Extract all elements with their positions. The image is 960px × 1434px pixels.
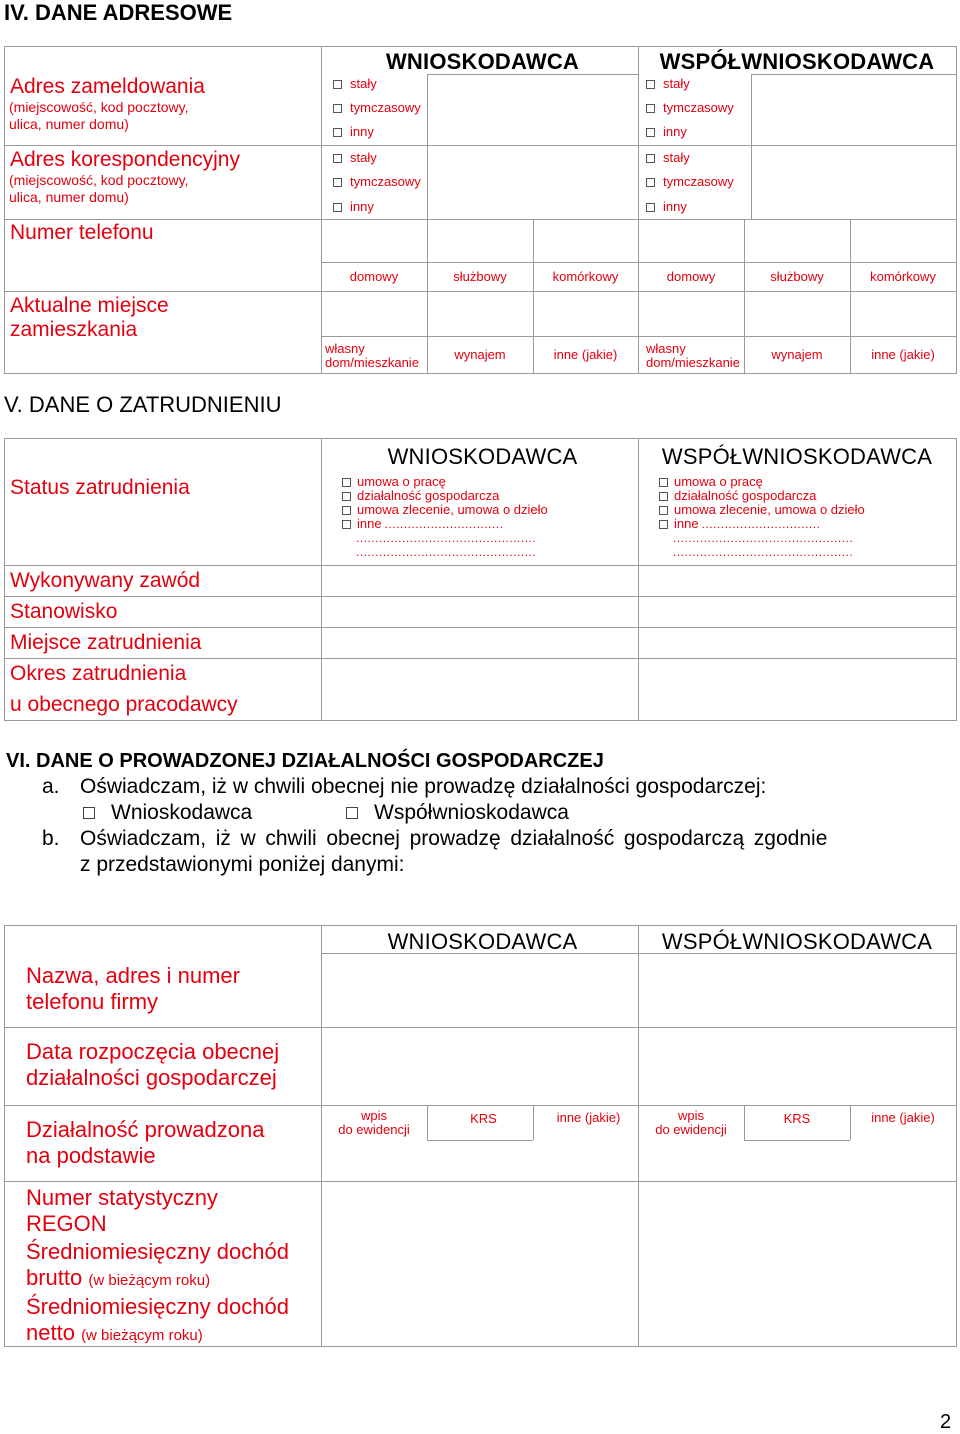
basis-applicant-registry-1: wpis (360, 1108, 387, 1123)
checkbox-icon[interactable] (646, 178, 655, 187)
correspondence-address-sub2: ulica, numer domu) (9, 189, 129, 205)
status-coapplicant-contract[interactable]: umowa zlecenie, umowa o dzieło (659, 503, 865, 517)
company-label-2: telefonu firmy (26, 989, 159, 1014)
section-iv-title: IV. DANE ADRESOWE (4, 0, 233, 25)
checkbox-icon[interactable] (342, 520, 351, 529)
gross-income-label-1: Średniomiesięczny dochód (26, 1239, 289, 1264)
phone-applicant-mobile: komórkowy (552, 269, 619, 284)
corr-coapplicant-opt-permanent[interactable]: stały (646, 151, 690, 165)
corr-coapplicant-opt-temporary[interactable]: tymczasowy (646, 175, 734, 189)
basis-applicant-registry-2: do ewidencji (338, 1122, 410, 1137)
basis-label-2: na podstawie (26, 1143, 156, 1168)
residence-applicant-rent: wynajem (454, 347, 506, 362)
corr-applicant-opt-permanent[interactable]: stały (333, 151, 377, 165)
business-col-applicant: WNIOSKODAWCA (387, 929, 578, 954)
checkbox-icon[interactable] (342, 506, 351, 515)
occupation-label: Wykonywany zawód (10, 569, 201, 592)
corr-coapplicant-opt-other[interactable]: inny (646, 200, 687, 214)
corr-applicant-opt-temporary[interactable]: tymczasowy (333, 175, 421, 189)
status-coapplicant-dots-2: ............................................... (673, 545, 854, 559)
start-date-label-1: Data rozpoczęcia obecnej (26, 1039, 280, 1064)
regon-label-1: Numer statystyczny (26, 1185, 218, 1210)
basis-applicant-krs: KRS (470, 1111, 497, 1126)
workplace-label: Miejsce zatrudnienia (10, 631, 202, 654)
business-col-coapplicant: WSPÓŁWNIOSKODAWCA (661, 929, 933, 954)
registered-address-sub1: (miejscowość, kod pocztowy, (9, 99, 189, 115)
status-applicant-other[interactable]: inne ............................... (342, 517, 548, 531)
reg-coapplicant-opt-other[interactable]: inny (646, 125, 687, 139)
residence-coapplicant-own-2: dom/mieszkanie (646, 355, 740, 370)
net-income-label-1: Średniomiesięczny dochód (26, 1294, 289, 1319)
basis-coapplicant-other: inne (jakie) (871, 1110, 935, 1125)
basis-coapplicant-registry-1: wpis (677, 1108, 704, 1123)
checkbox-icon[interactable] (659, 520, 668, 529)
checkbox-icon[interactable] (646, 203, 655, 212)
residence-coapplicant-own-1: własny (646, 341, 686, 356)
statement-a-option-coapplicant[interactable]: Współwnioskodawca (346, 800, 569, 826)
checkbox-icon[interactable] (333, 80, 342, 89)
statement-a-option-applicant[interactable]: Wnioskodawca (80, 800, 252, 826)
phone-coapplicant-mobile: komórkowy (870, 269, 936, 284)
residence-applicant-other: inne (jakie) (553, 347, 618, 362)
status-applicant-dots-2: ............................................... (356, 545, 537, 559)
start-date-label-2: działalności gospodarczej (26, 1065, 277, 1090)
reg-applicant-opt-other[interactable]: inny (333, 125, 374, 139)
statement-b-marker: b. (42, 827, 60, 850)
gross-income-label-2: brutto (w bieżącym roku) (26, 1265, 211, 1290)
basis-coapplicant-registry-2: do ewidencji (655, 1122, 727, 1137)
status-options-coapplicant (659, 475, 865, 559)
employment-col-applicant: WNIOSKODAWCA (387, 444, 578, 469)
checkbox-icon[interactable] (346, 807, 358, 819)
page-number: 2 (940, 1411, 952, 1433)
residence-label-line2: zamieszkania (10, 318, 138, 341)
checkbox-icon[interactable] (83, 807, 95, 819)
section-v-title: V. DANE O ZATRUDNIENIU (4, 392, 282, 417)
basis-label-1: Działalność prowadzona (26, 1117, 265, 1142)
checkbox-icon[interactable] (646, 80, 655, 89)
checkbox-icon[interactable] (333, 128, 342, 137)
correspondence-address-label: Adres korespondencyjny (10, 148, 240, 171)
basis-coapplicant-krs: KRS (783, 1111, 811, 1126)
statement-b-text-2: z przedstawionymi poniżej danymi: (80, 853, 405, 876)
net-income-note: (w bieżącym roku) (81, 1327, 203, 1344)
status-applicant-business[interactable]: działalność gospodarcza (342, 489, 548, 503)
checkbox-icon[interactable] (342, 478, 351, 487)
reg-applicant-opt-permanent[interactable]: stały (333, 77, 377, 91)
employment-period-label-1: Okres zatrudnienia (10, 662, 187, 685)
checkbox-icon[interactable] (333, 104, 342, 113)
registered-address-label: Adres zameldowania (10, 75, 205, 98)
position-label: Stanowisko (10, 600, 118, 623)
employment-col-coapplicant: WSPÓŁWNIOSKODAWCA (661, 444, 933, 469)
checkbox-icon[interactable] (646, 104, 655, 113)
net-income-label-2: netto (w bieżącym roku) (26, 1320, 203, 1345)
checkbox-icon[interactable] (646, 128, 655, 137)
status-coapplicant-other[interactable]: inne ............................... (659, 517, 865, 531)
corr-applicant-opt-other[interactable]: inny (333, 200, 374, 214)
correspondence-address-sub1: (miejscowość, kod pocztowy, (9, 172, 189, 188)
residence-applicant-own-1: własny (325, 341, 365, 356)
company-label-1: Nazwa, adres i numer (26, 963, 240, 988)
checkbox-icon[interactable] (333, 154, 342, 163)
status-options-applicant (342, 475, 548, 559)
phone-coapplicant-home: domowy (666, 269, 716, 284)
basis-applicant-other: inne (jakie) (556, 1110, 621, 1125)
checkbox-icon[interactable] (646, 154, 655, 163)
statement-a-text: Oświadczam, iż w chwili obecnej nie prowadzę działalności gospodarczej: (80, 775, 767, 798)
residence-coapplicant-other: inne (jakie) (871, 347, 935, 362)
status-coapplicant-dots-1: ............................................... (673, 531, 854, 545)
checkbox-icon[interactable] (342, 492, 351, 501)
residence-coapplicant-rent: wynajem (771, 347, 823, 362)
registered-address-sub2: ulica, numer domu) (9, 116, 129, 132)
employment-status-label: Status zatrudnienia (10, 476, 190, 499)
col-applicant-header: WNIOSKODAWCA (385, 49, 580, 74)
checkbox-icon[interactable] (659, 478, 668, 487)
col-coapplicant-header: WSPÓŁWNIOSKODAWCA (659, 49, 935, 74)
status-applicant-dots-1: ............................................... (356, 531, 537, 545)
section-vi-title: VI. DANE O PROWADZONEJ DZIAŁALNOŚCI GOSPODARCZEJ (6, 750, 604, 772)
regon-label-2: REGON (26, 1211, 107, 1236)
status-coapplicant-business[interactable]: działalność gospodarcza (659, 489, 865, 503)
reg-coapplicant-opt-permanent[interactable]: stały (646, 77, 690, 91)
statement-b-text-1: Oświadczam, iż w chwili obecnej prowadzę działalność gospodarczą zgodnie (80, 827, 828, 850)
employment-period-label-2: u obecnego pracodawcy (10, 693, 238, 716)
status-applicant-contract[interactable]: umowa zlecenie, umowa o dzieło (342, 503, 548, 517)
phone-coapplicant-work: służbowy (770, 269, 824, 284)
checkbox-icon[interactable] (659, 492, 668, 501)
residence-label-line1: Aktualne miejsce (10, 294, 169, 317)
status-coapplicant-employment[interactable]: umowa o pracę (659, 475, 865, 489)
checkbox-icon[interactable] (333, 178, 342, 187)
reg-applicant-opt-temporary[interactable]: tymczasowy (333, 101, 421, 115)
checkbox-icon[interactable] (659, 506, 668, 515)
phone-label: Numer telefonu (10, 221, 154, 244)
gross-income-note: (w bieżącym roku) (88, 1272, 211, 1289)
phone-applicant-work: służbowy (453, 269, 507, 284)
status-applicant-employment[interactable]: umowa o pracę (342, 475, 548, 489)
checkbox-icon[interactable] (333, 203, 342, 212)
residence-applicant-own-2: dom/mieszkanie (325, 355, 419, 370)
statement-a-marker: a. (42, 775, 60, 798)
phone-applicant-home: domowy (349, 269, 399, 284)
reg-coapplicant-opt-temporary[interactable]: tymczasowy (646, 101, 734, 115)
